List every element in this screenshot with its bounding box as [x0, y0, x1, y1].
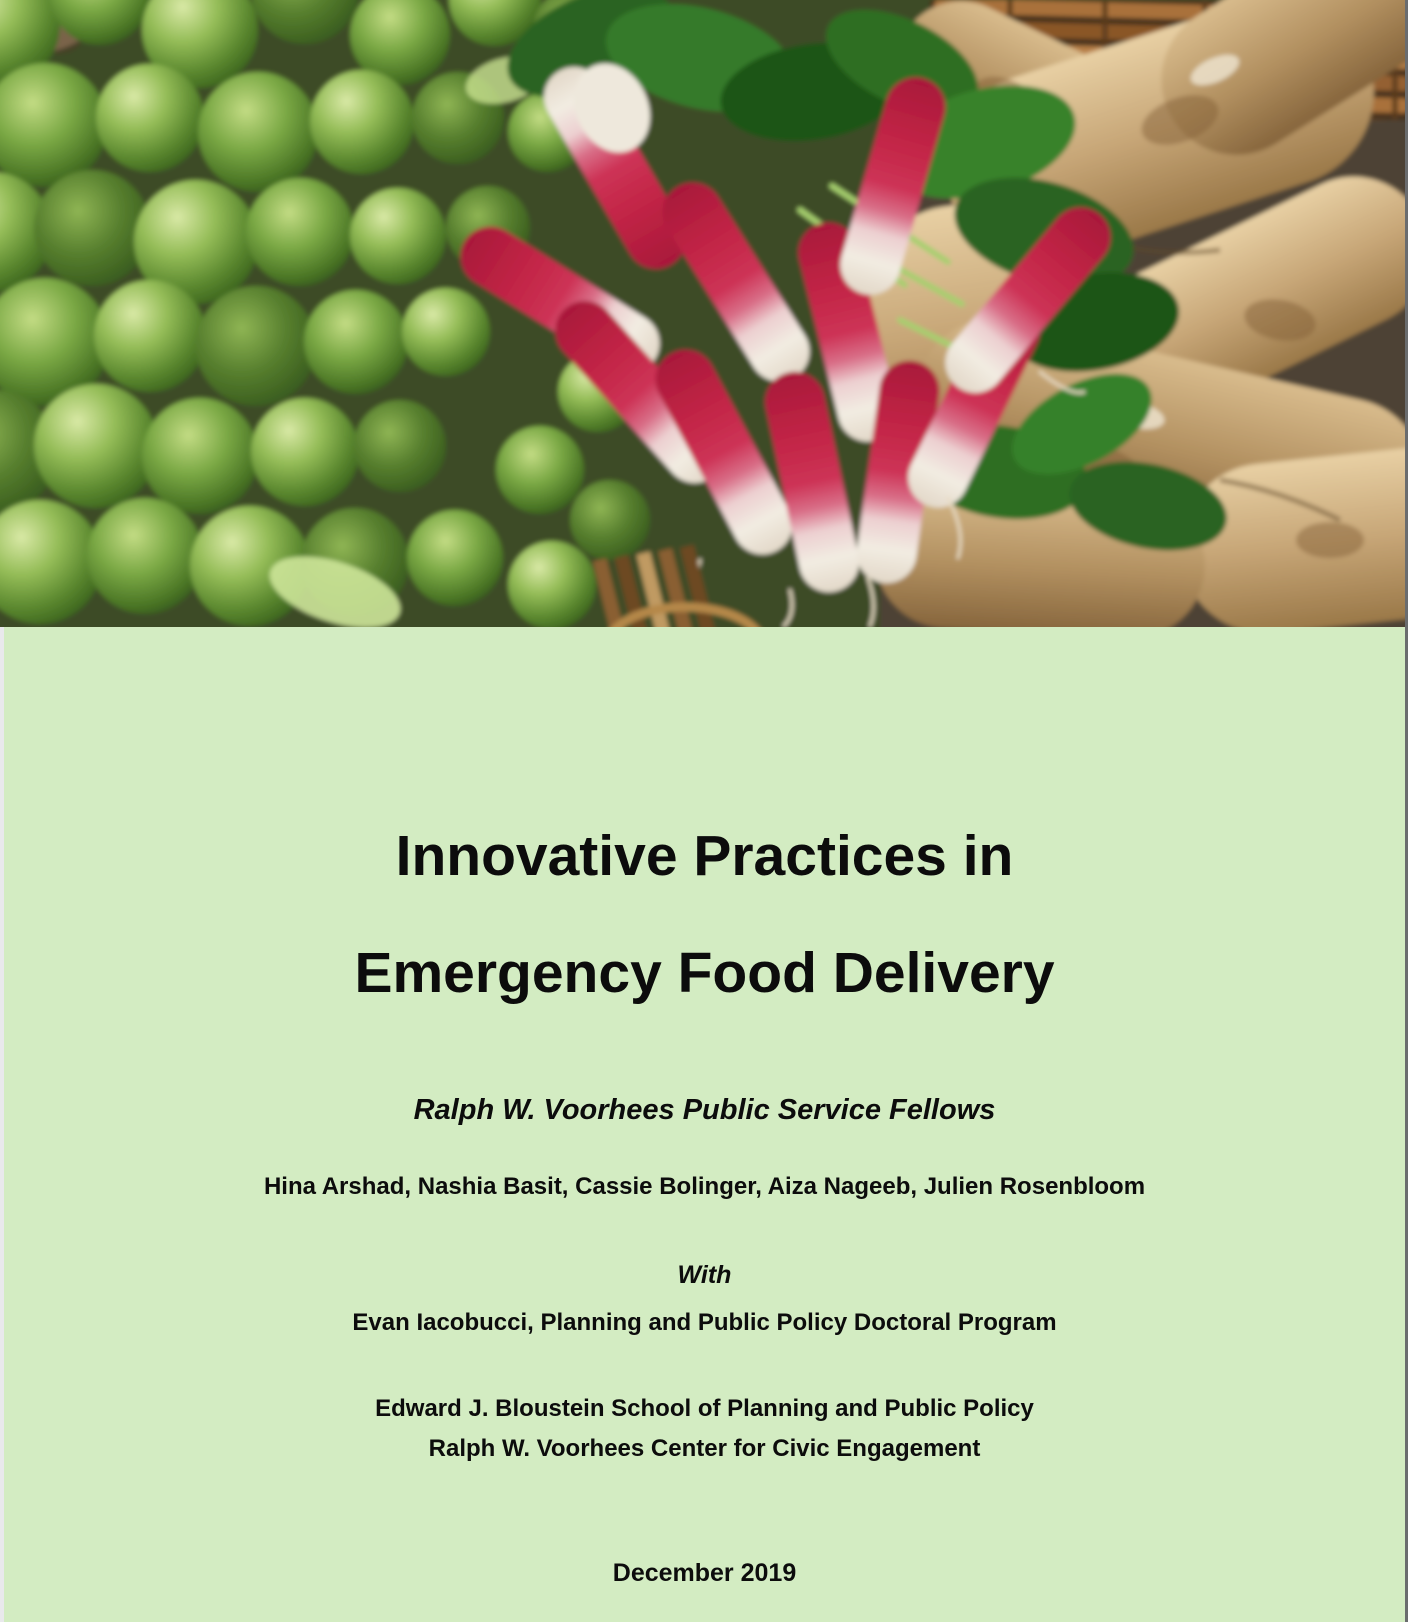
publication-date: December 2019 [612, 1559, 797, 1587]
with-label: With [677, 1261, 732, 1289]
contributor-line: Evan Iacobucci, Planning and Public Policy Doctoral Program [352, 1309, 1057, 1336]
page-left-margin [0, 627, 4, 1622]
institution-line1: Edward J. Bloustein School of Planning and Public Policy [375, 1395, 1034, 1422]
report-title-line2: Emergency Food Delivery [354, 941, 1055, 1005]
fellows-subtitle: Ralph W. Voorhees Public Service Fellows [413, 1094, 996, 1126]
cover-photo-illustration [0, 0, 1405, 627]
authors-line: Hina Arshad, Nashia Basit, Cassie Bolinger, Aiza Nageeb, Julien Rosenbloom [263, 1173, 1146, 1200]
report-title-line1: Innovative Practices in [395, 824, 1014, 888]
cover-text-panel [4, 627, 1405, 1622]
institution-line2: Ralph W. Voorhees Center for Civic Engagement [428, 1435, 981, 1462]
cover-photo [0, 0, 1405, 627]
